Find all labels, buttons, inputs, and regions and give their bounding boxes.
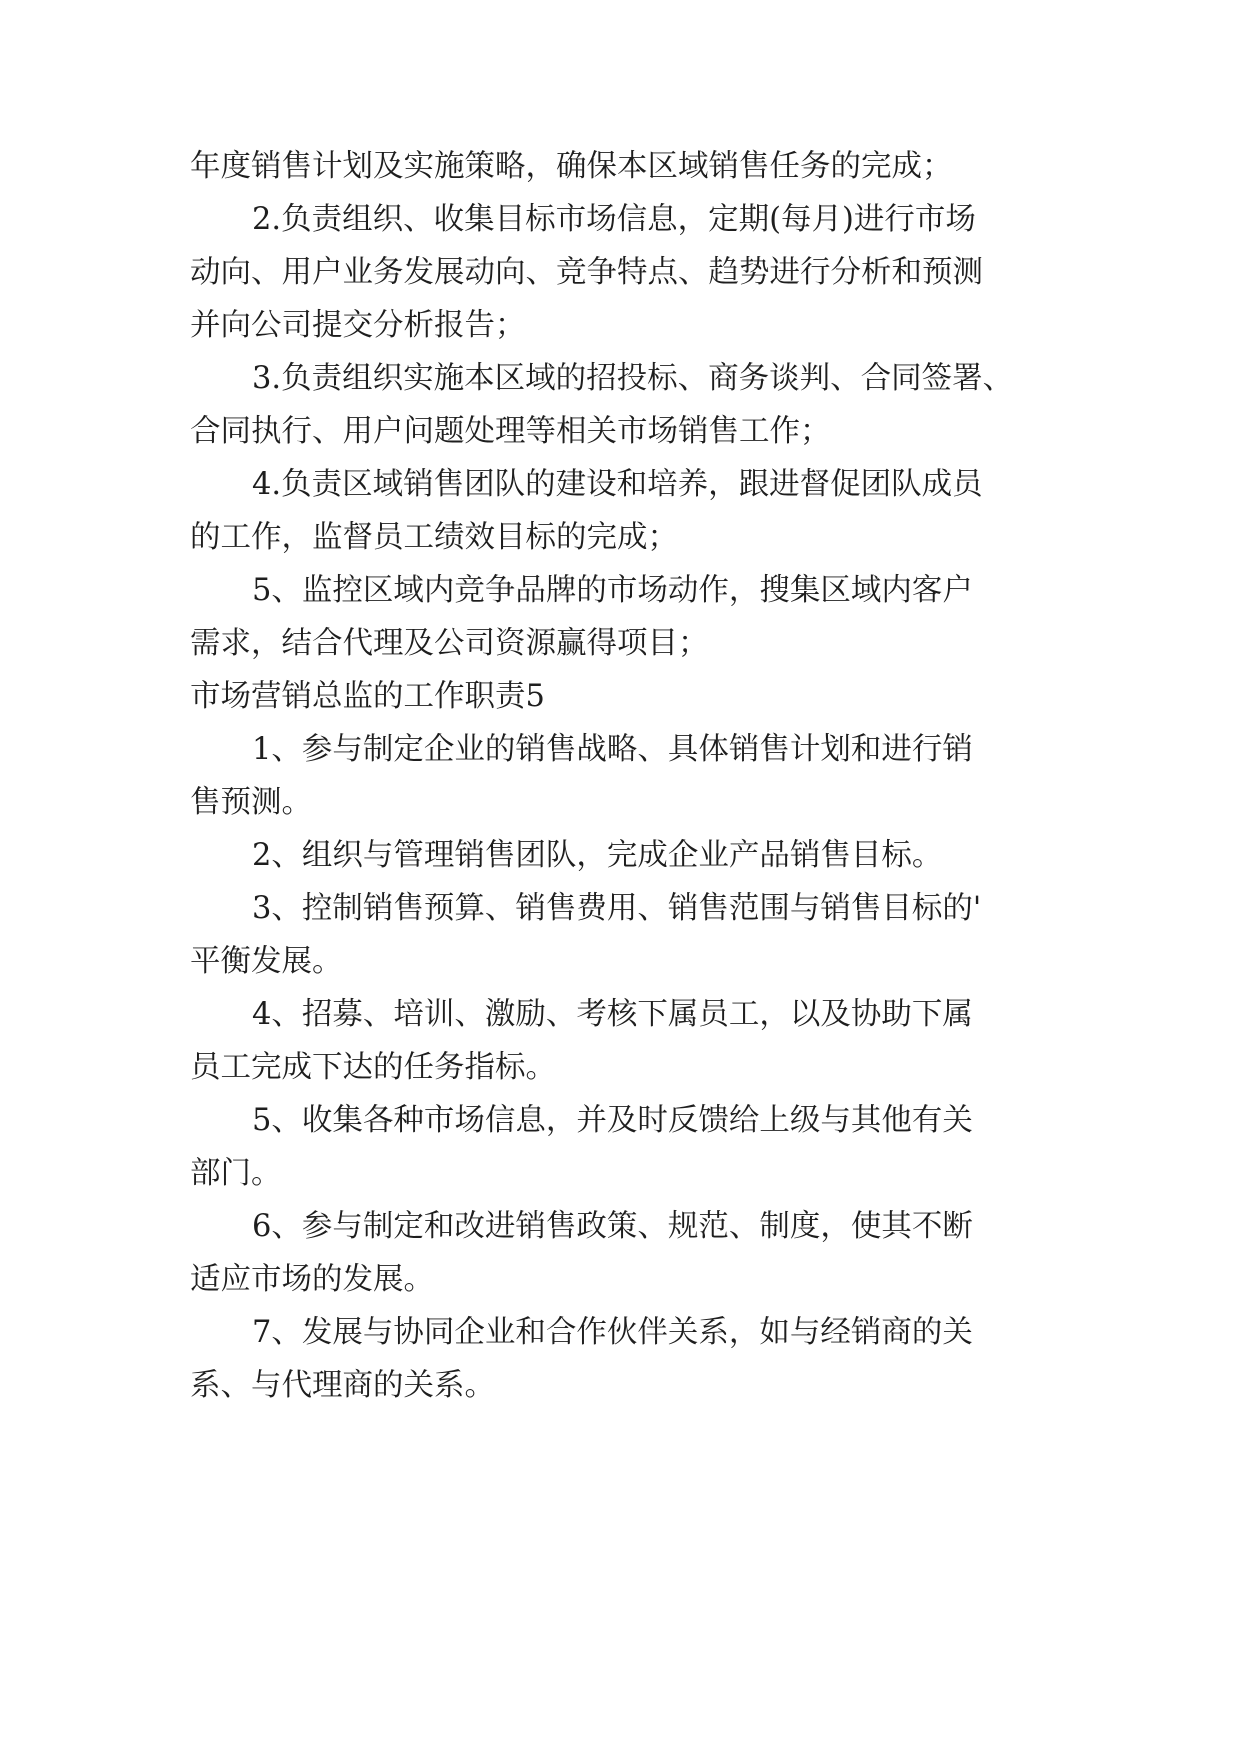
paragraph-line: 4、招募、培训、激励、考核下属员工，以及协助下属 — [252, 997, 973, 1032]
paragraph-line: 2、组织与管理销售团队，完成企业产品销售目标。 — [252, 838, 943, 873]
paragraph-line: 动向、用户业务发展动向、竞争特点、趋势进行分析和预测 — [190, 255, 983, 290]
paragraph-line: 3、控制销售预算、销售费用、销售范围与销售目标的' — [252, 891, 982, 926]
paragraph-line: 的工作，监督员工绩效目标的完成； — [190, 520, 678, 555]
paragraph-line: 5、监控区域内竞争品牌的市场动作，搜集区域内客户 — [252, 573, 973, 608]
paragraph-line: 合同执行、用户问题处理等相关市场销售工作； — [190, 414, 831, 449]
paragraph-line: 2.负责组织、收集目标市场信息，定期(每月)进行市场 — [252, 202, 976, 237]
paragraph-line: 4.负责区域销售团队的建设和培养，跟进督促团队成员 — [252, 467, 983, 502]
paragraph-line: 6、参与制定和改进销售政策、规范、制度，使其不断 — [252, 1209, 973, 1244]
paragraph-line: 年度销售计划及实施策略，确保本区域销售任务的完成； — [190, 149, 953, 184]
document-page — [190, 0, 1050, 1754]
paragraph-line: 售预测。 — [190, 785, 312, 820]
paragraph-line: 部门。 — [190, 1156, 282, 1191]
paragraph-line: 需求，结合代理及公司资源赢得项目； — [190, 626, 709, 661]
paragraph-line: 员工完成下达的任务指标。 — [190, 1050, 556, 1085]
paragraph-line: 平衡发展。 — [190, 944, 343, 979]
section-heading: 市场营销总监的工作职责5 — [190, 679, 545, 714]
paragraph-line: 适应市场的发展。 — [190, 1262, 434, 1297]
paragraph-line: 7、发展与协同企业和合作伙伴关系，如与经销商的关 — [252, 1315, 973, 1350]
paragraph-line: 3.负责组织实施本区域的招投标、商务谈判、合同签署、 — [252, 361, 1014, 396]
paragraph-line: 5、收集各种市场信息，并及时反馈给上级与其他有关 — [252, 1103, 973, 1138]
paragraph-line: 1、参与制定企业的销售战略、具体销售计划和进行销 — [252, 732, 973, 767]
paragraph-line: 系、与代理商的关系。 — [190, 1368, 495, 1403]
paragraph-line: 并向公司提交分析报告； — [190, 308, 526, 343]
